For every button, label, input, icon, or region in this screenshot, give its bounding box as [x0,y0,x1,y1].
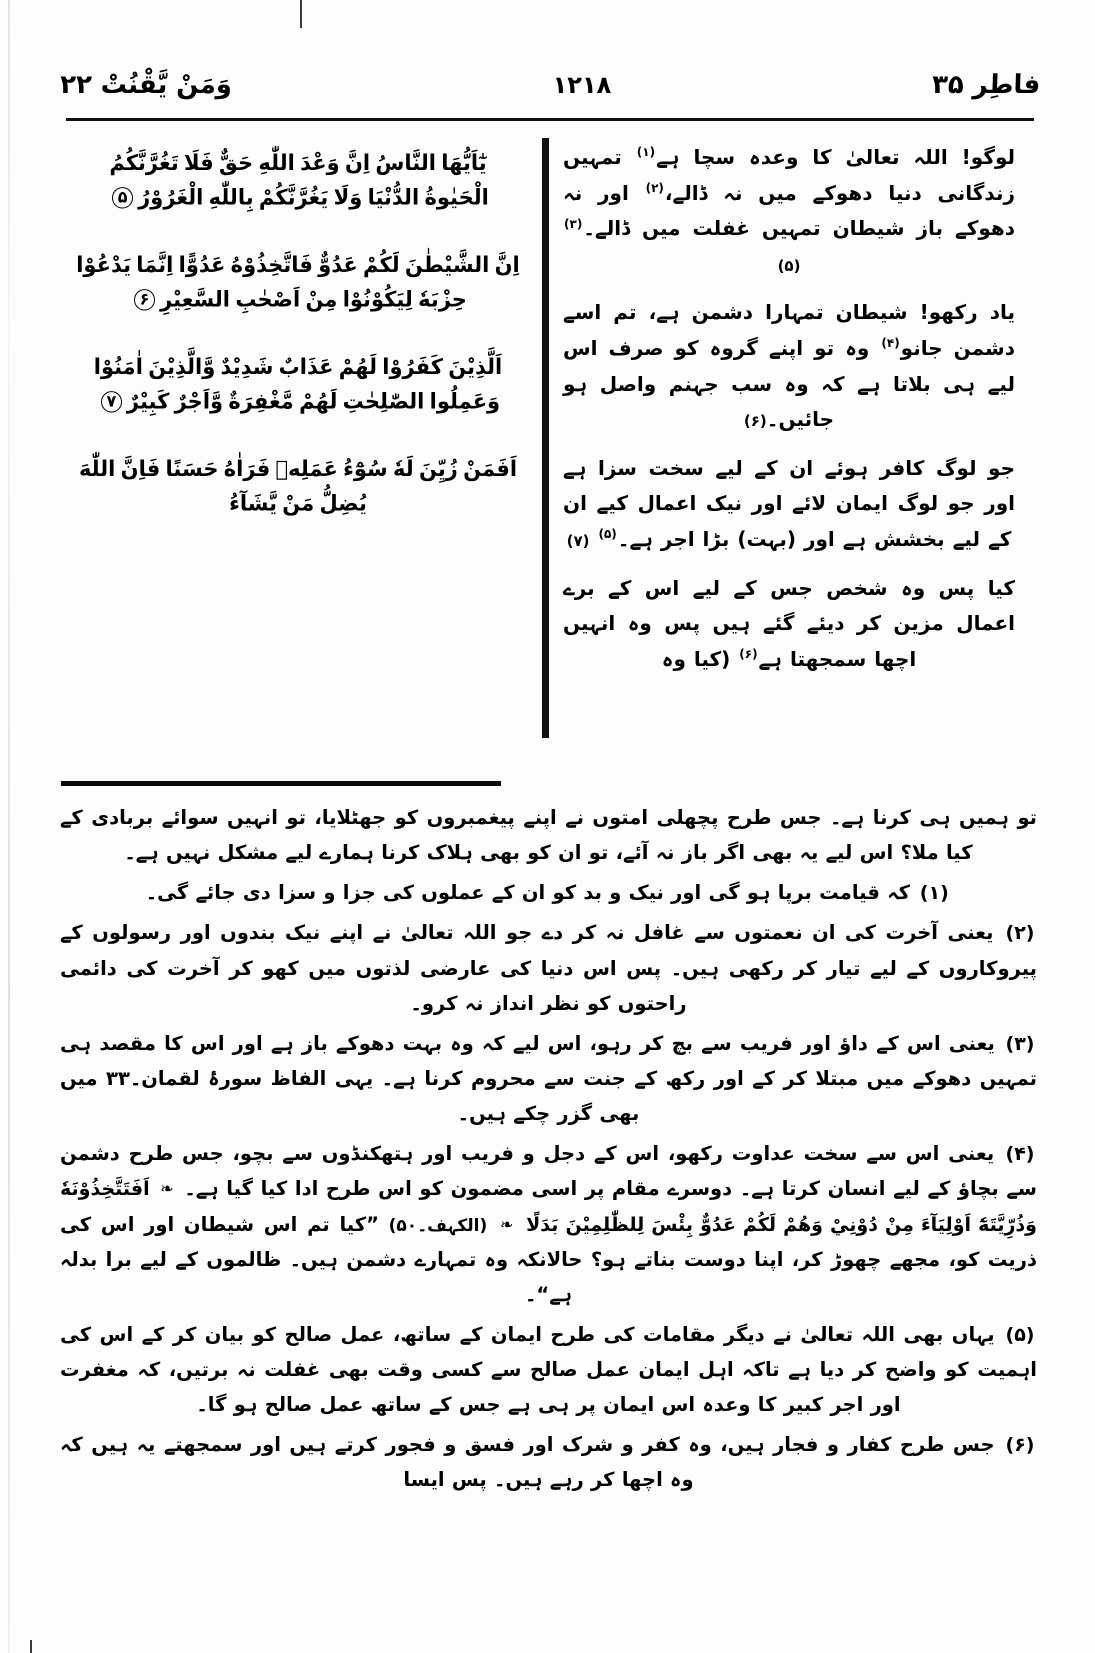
footnote-item [60,1427,1037,1497]
footnote-item [60,1026,1037,1131]
footnote-text: یعنی اس کے داؤ اور فریب سے بچ کر رہو، اس لیے کہ وہ بہت دھوکے باز ہے اور اس کا مقصد ہی تمہیں دھوکے میں مبتلا کر کے اور رکھ کے جنت سے محروم کرنا ہے۔ یہی الفاظ سورۂ لقمان۔۳۳ میں بھی گزر چکے ہیں۔ [60,1031,1037,1126]
footnotes-divider-rule [61,781,501,786]
translation-text: جو لوگ کافر ہوئے ان کے لیے سخت سزا ہے اور جو لوگ ایمان لائے اور نیک اعمال کیے ان کے لیے بخشش ہے اور (بہت) بڑا اجر ہے۔ [563,455,1015,551]
scan-tick-top [300,0,302,28]
quoted-ayah-text: اَفَتَتَّخِذُوْنَهٗ وَذُرِّيَّتَهٗٓ اَوْلِيَآءَ مِنْ دُوْنِيْ وَهُمْ لَكُمْ عَدُوٌّ بِئْسَ لِلظّٰلِمِيْنَ بَدَلًا [60,1178,1037,1236]
arabic-text-column [66,132,536,742]
footnote-marker: (۲) [645,180,664,195]
ayah-end-circle-icon: ۷ [101,391,122,412]
translation-block [563,571,1015,678]
footnote-marker: (۵) [598,527,617,542]
translation-text: تمہیں زندگانی دنیا دھوکے میں نہ ڈالے، [563,145,1015,205]
ayah-verse [76,349,520,418]
footnote-item [60,1136,1037,1312]
footnote-marker: (۴) [881,336,900,351]
ayah-verse [76,247,520,316]
translation-block [563,451,1015,558]
footnote-item [60,915,1037,1020]
footnote-item [60,1317,1037,1422]
verse-number: (۶) [743,412,767,431]
surah-label: فاطِر ۳۵ [931,70,1041,100]
quote-flower-icon: ❧ [499,1214,514,1234]
quote-flower-icon: ❧ [160,1179,174,1199]
footnote-text: کہ قیامت برپا ہو گی اور نیک و بد کو ان کے عملوں کی جزا و سزا دی جائے گی۔ [145,881,910,905]
translation-text: کیا پس وہ شخص جس کے لیے اس کے برے اعمال مزین کر دیئے گئے ہیں پس وہ انہیں اچھا سمجھتا ہے [563,575,1015,671]
column-divider [542,138,549,738]
ayah-text: اِنَّ الشَّيْطٰنَ لَكُمْ عَدُوٌّ فَاتَّخِذُوْهُ عَدُوًّا اِنَّمَا يَدْعُوْا حِزْبَهٗ لِيَكُوْنُوْا مِنْ اَصْحٰبِ السَّعِيْرِ [76,252,520,312]
scripture-body [66,132,1034,742]
scan-edge-artifact [8,0,10,1653]
ayah-end-circle-icon: ۵ [112,187,133,208]
footnote-item [60,875,1037,910]
translation-text: اور نہ دھوکے باز شیطان تمہیں غفلت میں ڈالے۔ [563,180,1015,241]
translation-text: (کیا وہ [661,646,731,671]
ayah-end-circle-icon: ۶ [134,289,155,310]
ayah-verse [76,451,520,520]
translation-text: یاد رکھو! شیطان تمہارا دشمن ہے، تم اسے دشمن جانو [563,300,1015,360]
footnote-marker: (۳) [564,216,583,231]
translation-block [563,295,1015,437]
page-header [60,58,1040,112]
footnote-marker: (۶) [739,647,758,662]
verse-number: (۵) [777,256,801,275]
scan-tick-bottom [30,1640,32,1653]
footnote-text: ”کیا تم اس شیطان اور اس کی ذریت کو، مجھے چھوڑ کر، اپنا دوست بناتے ہو؟ حالانکہ وہ تمہارے دشمن ہیں۔ ظالموں کے لیے برا بدلہ ہے“۔ [60,1212,1037,1306]
footnote-number: (۲) [1005,922,1035,945]
verse-number: (۷) [566,531,590,550]
ayah-text: اَفَمَنْ زُيِّنَ لَهٗ سُوْٓءُ عَمَلِهٖ فَرَاٰهُ حَسَنًا فَاِنَّ اللّٰهَ يُضِلُّ مَنْ يَّشَآءُ [78,456,518,516]
footnote-number: (۵) [1005,1323,1035,1346]
juz-label: وَمَنْ يَّقْنُتْ ۲۲ [59,70,233,100]
footnote-number: (۶) [1005,1434,1035,1457]
page-number: ۱۲۱۸ [552,71,612,99]
header-divider-rule [66,118,1034,121]
footnote-marker: (۱) [636,145,656,160]
translation-text: لوگو! اللہ تعالیٰ کا وعدہ سچا ہے [656,145,1016,169]
translation-text: وہ تو اپنے گروہ کو صرف اس لیے ہی بلاتا ہے کہ وہ سب جہنم واصل ہو جائیں۔ [563,335,1015,432]
translation-block [563,140,1015,282]
footnotes-section [60,800,1037,1503]
ayah-text: اَلَّذِيْنَ كَفَرُوْا لَهُمْ عَذَابٌ شَدِيْدٌ وَّالَّذِيْنَ اٰمَنُوْا وَعَمِلُوا الصّٰلِحٰتِ لَهُمْ مَّغْفِرَةٌ وَّاَجْرٌ كَبِيْرٌ [93,354,503,414]
footnote-text: تو ہمیں ہی کرنا ہے۔ جس طرح پچھلی امتوں نے اپنے پیغمبروں کو جھٹلایا، تو انہیں سوائے بربادی کے کیا ملا؟ اس لیے یہ بھی اگر باز نہ آئے، تو ان کو بھی ہلاک کرنا ہمارے لیے مشکل نہیں ہے۔ [60,806,1037,865]
footnote-text: یہاں بھی اللہ تعالیٰ نے دیگر مقامات کی طرح ایمان کے ساتھ، عمل صالح کو بیان کر کے اس کی اہمیت کو واضح کر دیا ہے تاکہ اہل ایمان عمل صالح سے کسی وقت بھی غفلت نہ برتیں، کہ مغفرت اور اجر کبیر کا وعدہ اس ایمان پر ہی ہے جس کے ساتھ عمل صالح ہو گا۔ [60,1322,1037,1417]
urdu-translation-column [555,132,1025,742]
footnote-text: جس طرح کفار و فجار ہیں، وہ کفر و شرک اور فسق و فجور کرتے ہیں اور سمجھتے یہ ہیں کہ وہ اچھا کر رہے ہیں۔ پس ایسا [60,1433,995,1492]
footnote-text: یعنی آخرت کی ان نعمتوں سے غافل نہ کر دے جو اللہ تعالیٰ نے اپنے نیک بندوں اور رسولوں کے پیروکاروں کے لیے تیار کر رکھی ہیں۔ پس اس دنیا کی عارضی لذتوں میں کھو کر آخرت کی دائمی راحتوں کو نظر انداز نہ کرو۔ [60,921,1037,1015]
footnote-number: (۱) [919,882,949,905]
quote-reference: (الکہف۔۵۰) [388,1215,488,1236]
footnote-number: (۴) [1005,1143,1035,1166]
footnote-continuation [60,800,1037,870]
ayah-text: يٰٓاَيُّهَا النَّاسُ اِنَّ وَعْدَ اللّٰهِ حَقٌّ فَلَا تَغُرَّنَّكُمُ الْحَيٰوةُ الدُّنْيَا وَلَا يَغُرَّنَّكُمْ بِاللّٰهِ الْغَرُوْرُ [109,150,489,210]
footnote-text: یعنی اس سے سخت عداوت رکھو، اس کے دجل و فریب اور ہتھکنڈوں سے بچو، جس طرح دشمن سے بچاؤ کے لیے انسان کرتا ہے۔ دوسرے مقام پر اسی مضمون کو اس طرح ادا کیا گیا ہے۔ [60,1142,1037,1201]
footnote-number: (۳) [1005,1032,1035,1055]
ayah-verse [76,145,520,214]
